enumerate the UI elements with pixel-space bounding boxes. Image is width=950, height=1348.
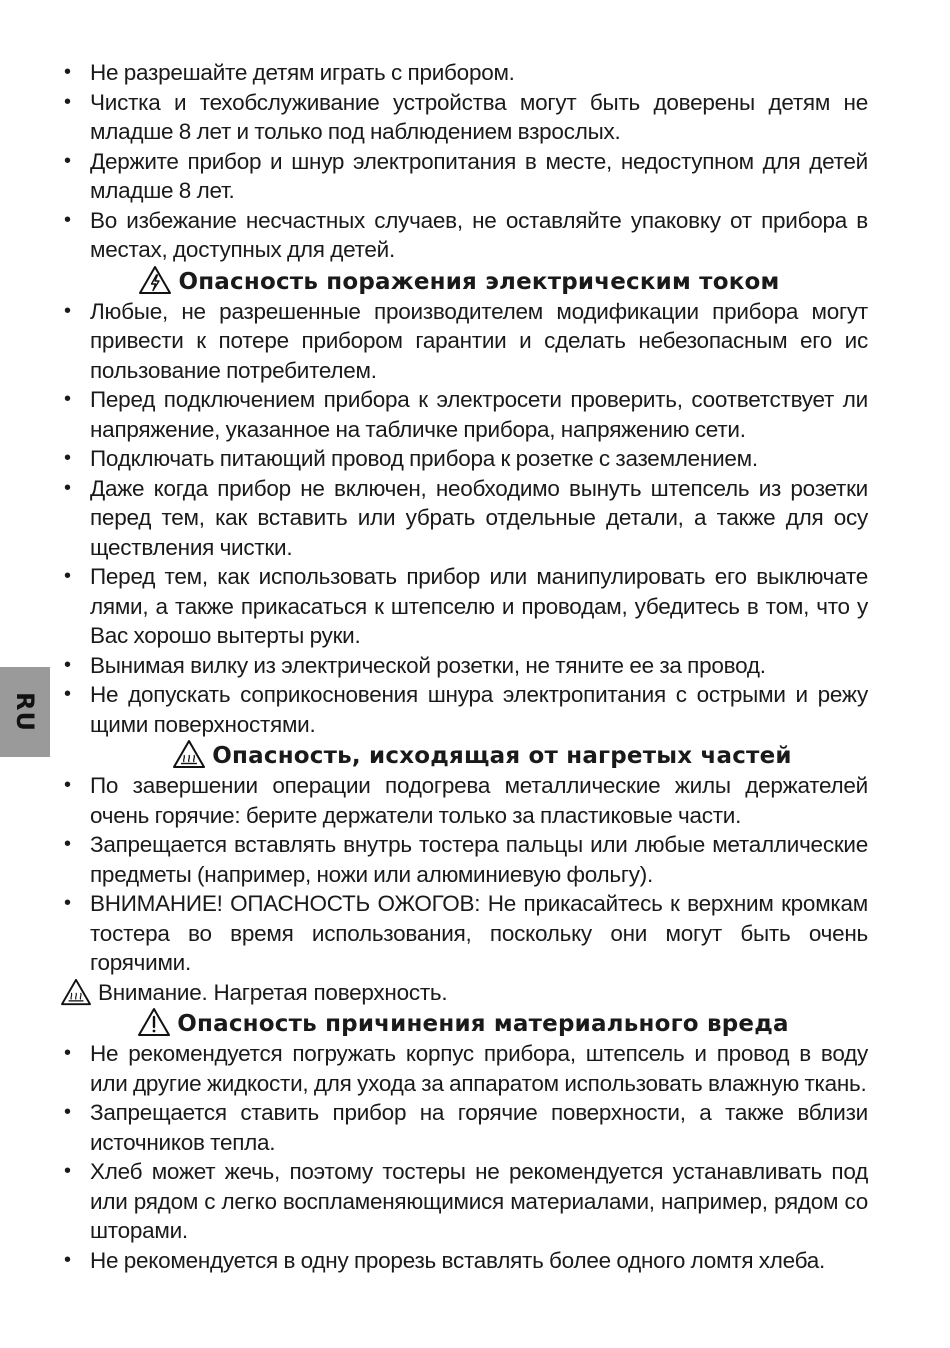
electric-section-title: Опасность поражения электрическим током (178, 268, 780, 295)
list-item: • Держите прибор и шнур электропитания в месте, недоступном для детей младше 8 лет. (58, 147, 868, 206)
list-item: • Не рекомендуется в одну прорезь вставлять более одного ломтя хлеба. (58, 1246, 868, 1276)
hot-surface-note (60, 978, 868, 1008)
intro-list (58, 58, 868, 265)
list-item: • ВНИМАНИЕ! ОПАСНОСТЬ ОЖОГОВ: Не прикасайтесь к верхним кромкам тостера во время использования, поскольку они могут быть очень горячими. (58, 889, 868, 978)
hot-surface-icon (172, 739, 206, 769)
list-item: • Чистка и техобслуживание устройства могут быть доверены детям не младше 8 лет и только под наблюдением взрослых. (58, 88, 868, 147)
electric-section-heading (58, 267, 868, 297)
list-item: • Не рекомендуется погружать корпус прибора, штепсель и провод в воду или другие жидкости, для ухода за аппаратом использовать влажную ткань. (58, 1039, 868, 1098)
electric-list (58, 297, 868, 740)
list-item: • Подключать питающий провод прибора к розетке с заземлением. (58, 444, 868, 474)
language-tab-label: RU (11, 692, 39, 732)
heat-section-heading (58, 741, 868, 771)
list-item: • Перед подключением прибора к электросети проверить, соответствует ли напряжение, указанное на табличке прибора, напряжению сети. (58, 385, 868, 444)
electric-hazard-icon (138, 265, 172, 295)
list-item: • Хлеб может жечь, поэтому тостеры не рекомендуется устанавливать под или рядом с легко воспламеняющимися материалами, например, рядом со шторами. (58, 1157, 868, 1246)
list-item: • Даже когда прибор не включен, необходимо вынуть штепсель из розетки перед тем, как вставить или убрать отдельные детали, а также для осу ществления чистки. (58, 474, 868, 563)
list-item: • Не допускать соприкосновения шнура электропитания с острыми и режу щими поверхностями. (58, 680, 868, 739)
list-item: • Перед тем, как использовать прибор или манипулировать его выключате лями, а также прикасаться к штепселю и проводам, убедитесь в том, что у Вас хорошо вытерты руки. (58, 562, 868, 651)
list-item: • Запрещается вставлять внутрь тостера пальцы или любые металлические предметы (например, ножи или алюминиевую фольгу). (58, 830, 868, 889)
page-content (58, 58, 868, 1275)
list-item: • Во избежание несчастных случаев, не оставляйте упаковку от прибора в местах, доступных для детей. (58, 206, 868, 265)
list-item: • Не разрешайте детям играть с прибором. (58, 58, 868, 88)
damage-list (58, 1039, 868, 1275)
language-tab (0, 667, 50, 757)
heat-list (58, 771, 868, 978)
damage-section-heading (58, 1009, 868, 1039)
damage-section-title: Опасность причинения материального вреда (177, 1011, 789, 1037)
list-item: • Любые, не разрешенные производителем модификации прибора могут привести к потере прибором гарантии и сделать небезопасным его ис пользование потребителем. (58, 297, 868, 386)
list-item: • Запрещается ставить прибор на горячие поверхности, а также вблизи источников тепла. (58, 1098, 868, 1157)
warning-icon (137, 1007, 171, 1037)
list-item: • По завершении операции подогрева металлические жилы держателей очень горячие: берите держатели только за пластиковые части. (58, 771, 868, 830)
heat-section-title: Опасность, исходящая от нагретых частей (212, 743, 792, 769)
hot-surface-icon (60, 978, 92, 1006)
list-item: • Вынимая вилку из электрической розетки, не тяните ее за провод. (58, 651, 868, 681)
hot-surface-note-text: Внимание. Нагретая поверхность. (98, 979, 448, 1005)
